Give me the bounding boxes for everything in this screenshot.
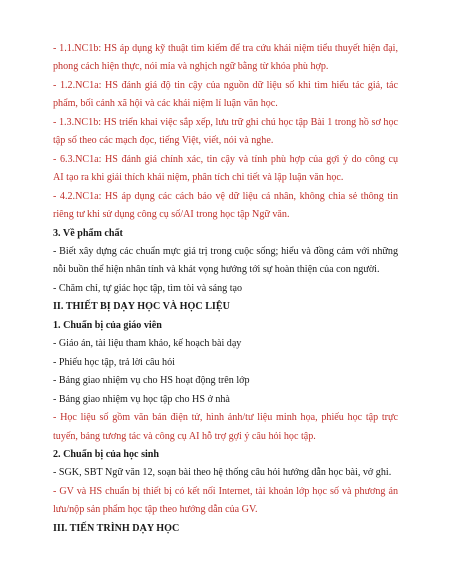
text-line: - SGK, SBT Ngữ văn 12, soạn bài theo hệ thống câu hỏi hướng dẫn học bài, vở ghi. <box>53 467 392 479</box>
section-heading: 2. Chuẩn bị của học sinh <box>53 448 160 460</box>
text-line: - Học liệu số gồm văn bản điện tử, hình ảnh/tư liệu minh họa, phiếu học tập trực <box>53 412 398 424</box>
text-line: - Chăm chỉ, tự giác học tập, tìm tòi và sáng tạo <box>53 282 243 294</box>
text-line: - Phiếu học tập, trả lời câu hỏi <box>53 356 175 368</box>
text-line: - 1.3.NC1b: HS triển khai việc sắp xếp, lưu trữ ghi chú học tập Bài 1 trong hồ sơ học <box>53 116 398 128</box>
section-heading: 1. Chuẩn bị của giáo viên <box>53 319 162 331</box>
text-line: - 1.2.NC1a: HS đánh giá độ tin cậy của nguồn dữ liệu số khi tìm hiểu tác giả, tác <box>53 79 398 91</box>
text-line: riêng tư khi sử dụng công cụ số/AI trong học tập Ngữ văn. <box>53 209 290 221</box>
text-line: - 4.2.NC1a: HS áp dụng các cách bảo vệ dữ liệu cá nhân, không chia sẻ thông tin <box>53 190 398 202</box>
text-line: lưu/nộp sản phẩm học tập theo hướng dẫn của GV. <box>53 504 258 516</box>
text-line: nỗi buồn thể hiện nhân tính và khát vọng hướng tới sự hoàn thiện của con người. <box>53 264 380 276</box>
text-line: - Bảng giao nhiệm vụ học tập cho HS ở nhà <box>53 393 230 405</box>
text-line: - 6.3.NC1a: HS đánh giá chính xác, tin cậy và tính phù hợp của gợi ý do công cụ <box>53 153 398 165</box>
text-line: - 1.1.NC1b: HS áp dụng kỹ thuật tìm kiếm để tra cứu khái niệm tiểu thuyết hiện đại, <box>53 43 398 54</box>
text-line: tuyến, bảng tương tác và công cụ AI hỗ trợ gợi ý câu hỏi học tập. <box>53 430 316 442</box>
text-line: phong cách hiện thực, nói mỉa và nghịch ngữ bằng từ khóa phù hợp. <box>53 61 329 73</box>
text-line: - GV và HS chuẩn bị thiết bị có kết nối Internet, tài khoản lớp học số và phương án <box>53 485 398 497</box>
text-line: - Giáo án, tài liệu tham khảo, kế hoạch bài dạy <box>53 338 242 350</box>
text-line: AI tạo ra khi giải thích khái niệm, phân tích chi tiết và lập luận văn học. <box>53 172 344 184</box>
text-line: phẩm, bối cảnh xã hội và các khái niệm lí luận văn học. <box>53 98 278 110</box>
text-line: tập số theo các mạch đọc, tiếng Việt, viết, nói và nghe. <box>53 135 274 147</box>
section-heading: II. THIẾT BỊ DẠY HỌC VÀ HỌC LIỆU <box>53 301 230 313</box>
section-heading: III. TIẾN TRÌNH DẠY HỌC <box>53 522 180 534</box>
text-line: - Bảng giao nhiệm vụ cho HS hoạt động trên lớp <box>53 375 250 387</box>
document-body <box>53 40 398 538</box>
text-line: - Biết xây dựng các chuẩn mực giá trị trong cuộc sống; hiểu và đồng cảm với những <box>53 245 398 257</box>
section-heading: 3. Về phẩm chất <box>53 227 123 239</box>
